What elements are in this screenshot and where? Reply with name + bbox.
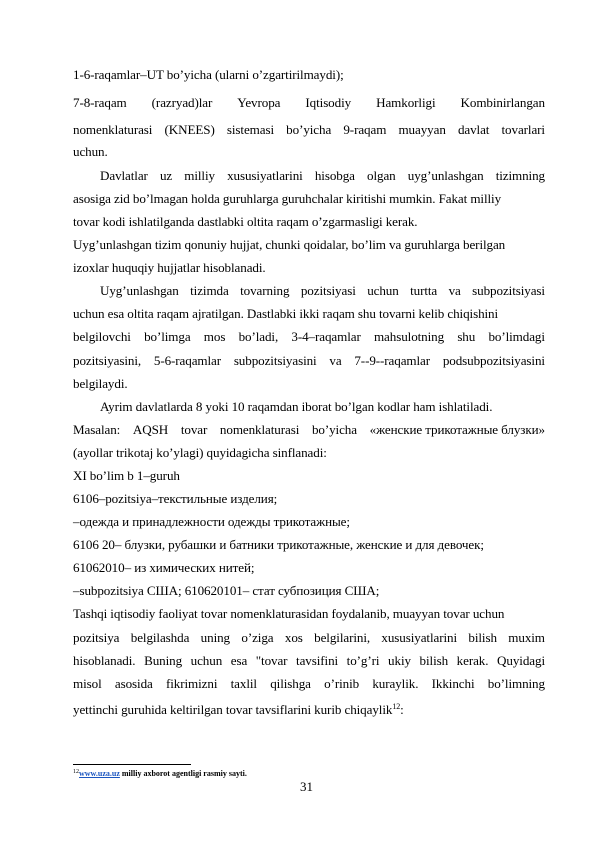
word: belgilarini, [314, 630, 371, 645]
text-line: uchun esa oltita raqam ajratilgan. Dastlabki ikki raqam shu tovarni kelib chiqishini [73, 306, 499, 321]
text-line: (ayollar trikotaj ko’ylagi) quyidagicha sinflanadi: [73, 445, 327, 460]
word: ukiy [388, 653, 411, 668]
line-punctuation: : [400, 702, 404, 717]
word: kerak. [456, 653, 489, 668]
text-line: Ayrim davlatlarda 8 yoki 10 raqamdan iborat bo’lgan kodlar ham ishlatiladi. [100, 399, 493, 414]
footnote-separator [73, 764, 191, 765]
text-line: tovar kodi ishlatilganda dastlabki oltita raqam o’zgarmasligi kerak. [73, 214, 418, 229]
justified-line [73, 122, 545, 138]
footnote-link[interactable]: www.uza.uz [79, 769, 120, 778]
word: bo’limga [144, 329, 191, 344]
word: va [329, 353, 342, 368]
text-line: asosiga zid bo’lmagan holda guruhlarga guruhchalar kiritishi mumkin. Fakat milliy [73, 191, 502, 206]
word: bo’limning [487, 676, 545, 691]
word: hisoblanadi. [73, 653, 136, 668]
word: podsubpozitsiyasini [442, 353, 545, 368]
word: belgilovchi [73, 329, 131, 344]
word: uchun [190, 653, 223, 668]
word: xos [284, 630, 303, 645]
word: va [448, 283, 461, 298]
word: Hamkorligi [376, 95, 436, 110]
word: tizimda [190, 283, 229, 298]
word: bo’ladi, [238, 329, 279, 344]
word: shu [457, 329, 476, 344]
word: kuraylik. [372, 676, 419, 691]
word: (KNEES) [164, 122, 215, 137]
page-number: 31 [300, 779, 313, 794]
word: nomenklaturasi [219, 422, 300, 437]
word: milliy [184, 168, 215, 183]
word: belgilashda [130, 630, 190, 645]
text-line: XI bo’lim b 1–guruh [73, 468, 180, 483]
word: taxlil [230, 676, 257, 691]
justified-line [73, 630, 545, 646]
justified-line [73, 95, 545, 111]
word: «женские трикотажные блузки» [369, 422, 545, 437]
word: 7--9--raqamlar [354, 353, 431, 368]
word: tovar [180, 422, 208, 437]
word: pozitsiyasini, [73, 353, 142, 368]
word: tovarlari [501, 122, 545, 137]
word: subpozitsiyasini [233, 353, 317, 368]
word: mos [203, 329, 226, 344]
justified-line [100, 283, 545, 299]
footnote-marker: 12 [73, 769, 79, 775]
word: olgan [367, 168, 396, 183]
text-line: 1-6-raqamlar–UT bo’yicha (ularni o’zgartirilmaydi); [73, 67, 344, 82]
word: xususiyatlarini [227, 168, 303, 183]
word: 5-6-raqamlar [153, 353, 222, 368]
word: 3-4–raqamlar [291, 329, 361, 344]
word: "tovar [255, 653, 288, 668]
word: qilishga [270, 676, 311, 691]
word: pozitsiya [73, 630, 120, 645]
justified-line [73, 676, 545, 692]
word: muxim [508, 630, 545, 645]
word: uning [200, 630, 230, 645]
justified-line [73, 422, 545, 438]
word: sistemasi [226, 122, 274, 137]
word: bo’yicha [286, 122, 332, 137]
word: to’g’ri [346, 653, 380, 668]
word: Masalan: [73, 422, 121, 437]
word: muayyan [398, 122, 446, 137]
word: Uyg’unlashgan [100, 283, 179, 298]
line-text: yettinchi guruhida keltirilgan tovar tavsiflarini kurib chiqaylik [73, 702, 393, 717]
word: pozitsiyasi [300, 283, 356, 298]
word: misol [73, 676, 102, 691]
word: hisobga [314, 168, 355, 183]
word: Ikkinchi [431, 676, 475, 691]
word: tavsifini [296, 653, 339, 668]
word: esa [230, 653, 248, 668]
justified-line [73, 653, 545, 669]
word: bilish [419, 653, 449, 668]
word: bilish [468, 630, 497, 645]
text-line: belgilaydi. [73, 376, 128, 391]
word: fikrimizni [166, 676, 218, 691]
word: subpozitsiyasi [472, 283, 545, 298]
word: o’ziga [241, 630, 274, 645]
word: 9-raqam [343, 122, 387, 137]
text-line: izoxlar huquqiy hujjatlar hisoblanadi. [73, 260, 266, 275]
text-line: Uyg’unlashgan tizim qonuniy hujjat, chunki qoidalar, bo’lim va guruhlarga berilgan [73, 237, 506, 252]
word: Davlatlar [100, 168, 148, 183]
text-line: –одежда и принадлежности одежды трикотажные; [73, 514, 350, 529]
word: Buning [144, 653, 183, 668]
text-line: 61062010– из химических нитей; [73, 560, 255, 575]
word: Iqtisodiy [305, 95, 352, 110]
footnote-reference: 12 [392, 702, 401, 711]
text-line: Tashqi iqtisodiy faoliyat tovar nomenklaturasidan foydalanib, muayyan tovar uchun [73, 606, 505, 621]
word: uyg’unlashgan [407, 168, 484, 183]
word: uz [159, 168, 173, 183]
word: (razryad)lar [151, 95, 213, 110]
word: xususiyatlarini [381, 630, 458, 645]
word: Kombinirlangan [460, 95, 545, 110]
word: tizimning [495, 168, 545, 183]
text-line: 6106–pozitsiya–текстильные изделия; [73, 491, 278, 506]
footnote [73, 767, 247, 779]
text-line: uchun. [73, 144, 108, 159]
text-line [73, 699, 545, 718]
word: davlat [457, 122, 490, 137]
word: mahsulotning [373, 329, 445, 344]
word: tovarning [240, 283, 290, 298]
word: o’rinib [324, 676, 360, 691]
footnote-text: milliy axborot agentligi rasmiy sayti. [119, 769, 247, 778]
justified-line [73, 353, 545, 369]
word: Yevropa [237, 95, 281, 110]
word: bo’limdagi [488, 329, 545, 344]
word: AQSH [132, 422, 169, 437]
word: asosida [114, 676, 153, 691]
justified-line [73, 329, 545, 345]
word: Quyidagi [497, 653, 545, 668]
text-line: –subpozitsiya США; 610620101– стат субпозиция США; [73, 583, 380, 598]
word: 7-8-raqam [73, 95, 127, 110]
text-line: 6106 20– блузки, рубашки и батники трикотажные, женские и для девочек; [73, 537, 484, 552]
word: nomenklaturasi [73, 122, 153, 137]
word: uchun [367, 283, 399, 298]
word: turtta [410, 283, 438, 298]
word: bo’yicha [311, 422, 357, 437]
justified-line [100, 168, 545, 184]
